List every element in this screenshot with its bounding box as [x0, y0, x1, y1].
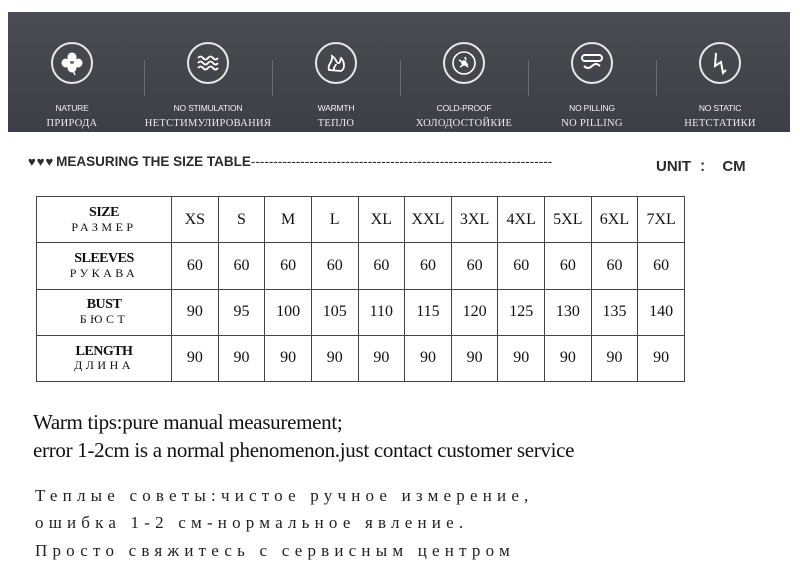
table-cell: XXL: [405, 197, 452, 243]
table-cell: 60: [218, 243, 265, 289]
table-cell: 3XL: [451, 197, 498, 243]
table-cell: 90: [638, 335, 685, 381]
table-cell: S: [218, 197, 265, 243]
size-table-title: [28, 154, 552, 169]
feature-label-en: COLD-PROOF: [436, 103, 492, 113]
waves-icon: [187, 42, 229, 84]
table-cell: 90: [591, 335, 638, 381]
table-cell: 105: [311, 289, 358, 335]
table-cell: 90: [545, 335, 592, 381]
clover-icon: [51, 42, 93, 84]
table-cell: 60: [498, 243, 545, 289]
table-cell: 90: [265, 335, 312, 381]
table-cell: 125: [498, 289, 545, 335]
feature-label-ru: ПРИРОДА: [46, 118, 98, 129]
feature-label-ru: NO PILLING: [561, 118, 623, 129]
table-cell: 4XL: [498, 197, 545, 243]
row-header: [37, 289, 172, 335]
snow-globe-icon: [443, 42, 485, 84]
row-header-en: BUST: [86, 297, 122, 313]
feature-nature: [8, 12, 136, 132]
table-cell: 120: [451, 289, 498, 335]
feature-no-pilling: [528, 12, 656, 132]
table-cell: 60: [265, 243, 312, 289]
table-row: [37, 197, 685, 243]
table-cell: 90: [405, 335, 452, 381]
fabric-icon: [571, 42, 613, 84]
table-cell: 60: [638, 243, 685, 289]
row-header: [37, 197, 172, 243]
feature-no-static: [656, 12, 784, 132]
row-header-en: SLEEVES: [74, 251, 134, 267]
feature-label-ru: НЕТСТАТИКИ: [684, 118, 756, 129]
row-header-en: LENGTH: [75, 343, 133, 359]
table-cell: 6XL: [591, 197, 638, 243]
table-cell: 7XL: [638, 197, 685, 243]
table-cell: 90: [172, 335, 219, 381]
table-cell: 60: [545, 243, 592, 289]
table-cell: 60: [405, 243, 452, 289]
feature-label-ru: НЕТСТИМУЛИРОВАНИЯ: [144, 118, 272, 129]
feature-label-ru: ХОЛОДОСТОЙКИЕ: [415, 118, 513, 129]
feature-label-en: NO STATIC: [698, 103, 742, 113]
tip-russian-line-1: Теплые советы:чистое ручное измерение,: [35, 486, 534, 505]
table-cell: XS: [172, 197, 219, 243]
table-row: [37, 335, 685, 381]
tip-english-line-1: Warm tips:pure manual measurement;: [33, 410, 343, 434]
table-cell: 90: [311, 335, 358, 381]
table-cell: 90: [172, 289, 219, 335]
table-cell: 90: [451, 335, 498, 381]
row-header-ru: ДЛИНА: [74, 358, 134, 373]
row-header-ru: РУКАВА: [69, 265, 139, 280]
table-cell: 60: [311, 243, 358, 289]
table-cell: M: [265, 197, 312, 243]
feature-no-stimulation: [144, 12, 272, 132]
lightning-icon: [699, 42, 741, 84]
row-header: [37, 243, 172, 289]
table-cell: XL: [358, 197, 405, 243]
title-text: MEASURING THE SIZE TABLE: [56, 154, 251, 169]
tip-russian-line-3: Просто свяжитесь с сервисным центром: [35, 541, 515, 560]
feature-label-en: NATURE: [55, 103, 89, 113]
table-cell: 100: [265, 289, 312, 335]
table-cell: 60: [451, 243, 498, 289]
size-table: [36, 196, 685, 382]
row-header-ru: БЮСТ: [79, 312, 129, 327]
tip-english-line-2: error 1-2cm is a normal phenomenon.just contact customer service: [33, 438, 575, 462]
table-row: [37, 289, 685, 335]
feature-warmth: [272, 12, 400, 132]
feature-label-en: NO STIMULATION: [173, 103, 243, 113]
table-cell: L: [311, 197, 358, 243]
row-header-en: SIZE: [89, 204, 119, 220]
row-header: [37, 335, 172, 381]
feature-label-en: WARMTH: [317, 103, 355, 113]
features-banner: [8, 12, 790, 132]
tip-russian-line-2: ошибка 1-2 см-нормальное явление.: [35, 513, 469, 532]
table-cell: 5XL: [545, 197, 592, 243]
feature-label-ru: ТЕПЛО: [317, 118, 355, 129]
table-cell: 130: [545, 289, 592, 335]
table-cell: 110: [358, 289, 405, 335]
table-cell: 90: [358, 335, 405, 381]
title-dashes: -------------------------------------------------------------------: [250, 154, 553, 169]
table-cell: 90: [218, 335, 265, 381]
table-row: [37, 243, 685, 289]
table-cell: 95: [218, 289, 265, 335]
flame-icon: [315, 42, 357, 84]
table-cell: 60: [172, 243, 219, 289]
table-cell: 135: [591, 289, 638, 335]
table-cell: 115: [405, 289, 452, 335]
table-cell: 60: [358, 243, 405, 289]
hearts-icon: ♥♥♥: [28, 154, 55, 169]
feature-cold-proof: [400, 12, 528, 132]
table-cell: 140: [638, 289, 685, 335]
unit-label: UNIT ： CM: [656, 158, 746, 175]
row-header-ru: РАЗМЕР: [71, 219, 137, 234]
table-cell: 90: [498, 335, 545, 381]
table-cell: 60: [591, 243, 638, 289]
feature-label-en: NO PILLING: [569, 103, 615, 113]
